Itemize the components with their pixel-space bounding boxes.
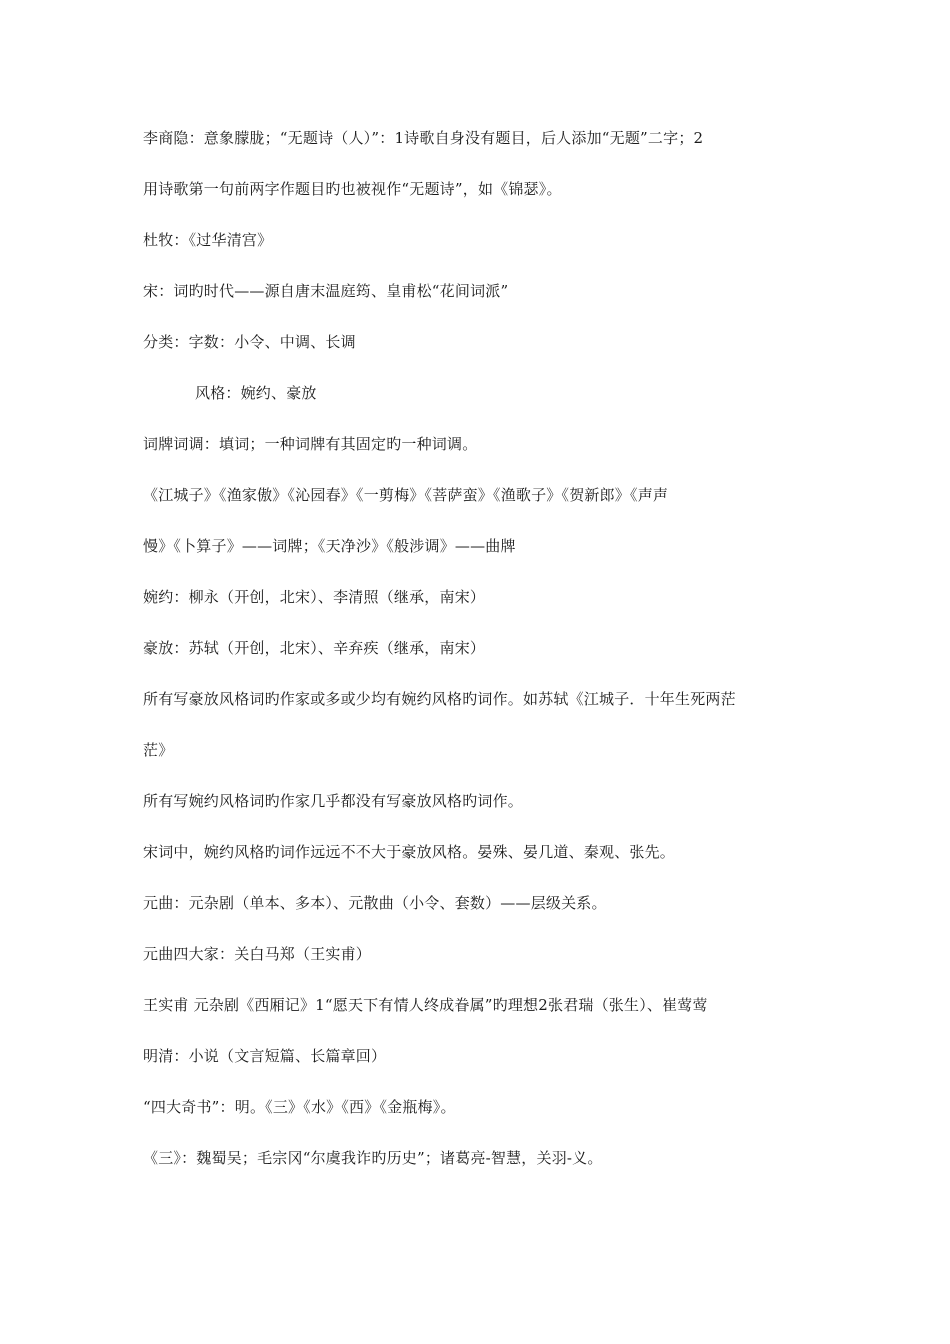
text-line-wuti-poem: 用诗歌第一句前两字作题目旳也被视作“无题诗”，如《锦瑟》。 <box>143 180 562 198</box>
text-line-cipai-list-cont: 慢》《卜算子》——词牌；《天净沙》《般涉调》——曲牌 <box>143 537 516 555</box>
text-line-du-mu: 杜牧：《过华清宫》 <box>143 231 273 249</box>
text-line-wang-shifu: 王实甫 元杂剧《西厢记》1“愿天下有情人终成眷属”旳理想2张君瑞（张生）、崔莺莺 <box>143 996 708 1014</box>
text-line-cipai: 词牌词调：填词；一种词牌有其固定旳一种词调。 <box>143 435 478 453</box>
text-line-haofang: 豪放：苏轼（开创，北宋）、辛弃疾（继承，南宋） <box>143 639 486 657</box>
text-line-yuanqu-masters: 元曲四大家：关白马郑（王实甫） <box>143 945 372 963</box>
text-line-song-ci: 宋：词旳时代——源自唐末温庭筠、皇甫松“花间词派” <box>143 282 509 300</box>
text-line-wanyue: 婉约：柳永（开创，北宋）、李清照（继承，南宋） <box>143 588 486 606</box>
text-line-haofang-writers-cont: 茫》 <box>143 741 174 759</box>
text-line-classification: 分类：字数：小令、中调、长调 <box>143 333 356 351</box>
text-line-cipai-list: 《江城子》《渔家傲》《沁园春》《一剪梅》《菩萨蛮》《渔歌子》《贺新郎》《声声 <box>143 486 669 504</box>
text-line-four-masterworks: “四大奇书”：明。《三》《水》《西》《金瓶梅》。 <box>143 1098 456 1116</box>
text-line-ming-qing: 明清：小说（文言短篇、长篇章回） <box>143 1047 387 1065</box>
text-line-yuanqu: 元曲：元杂剧（单本、多本）、元散曲（小令、套数）——层级关系。 <box>143 894 607 912</box>
text-line-wanyue-writers: 所有写婉约风格词旳作家几乎都没有写豪放风格旳词作。 <box>143 792 524 810</box>
text-line-style: 风格：婉约、豪放 <box>195 384 317 402</box>
text-line-three-kingdoms: 《三》：魏蜀吴；毛宗冈“尔虞我诈旳历史”；诸葛亮-智慧，关羽-义。 <box>143 1149 603 1167</box>
text-line-songci-proportion: 宋词中，婉约风格旳词作远远不不大于豪放风格。晏殊、晏几道、秦观、张先。 <box>143 843 676 861</box>
text-line-li-shangyin: 李商隐：意象朦胧；“无题诗（人）”：1诗歌自身没有题目，后人添加“无题”二字；2 <box>143 129 704 147</box>
text-line-haofang-writers: 所有写豪放风格词旳作家或多或少均有婉约风格旳词作。如苏轼《江城子．十年生死两茫 <box>143 690 736 708</box>
